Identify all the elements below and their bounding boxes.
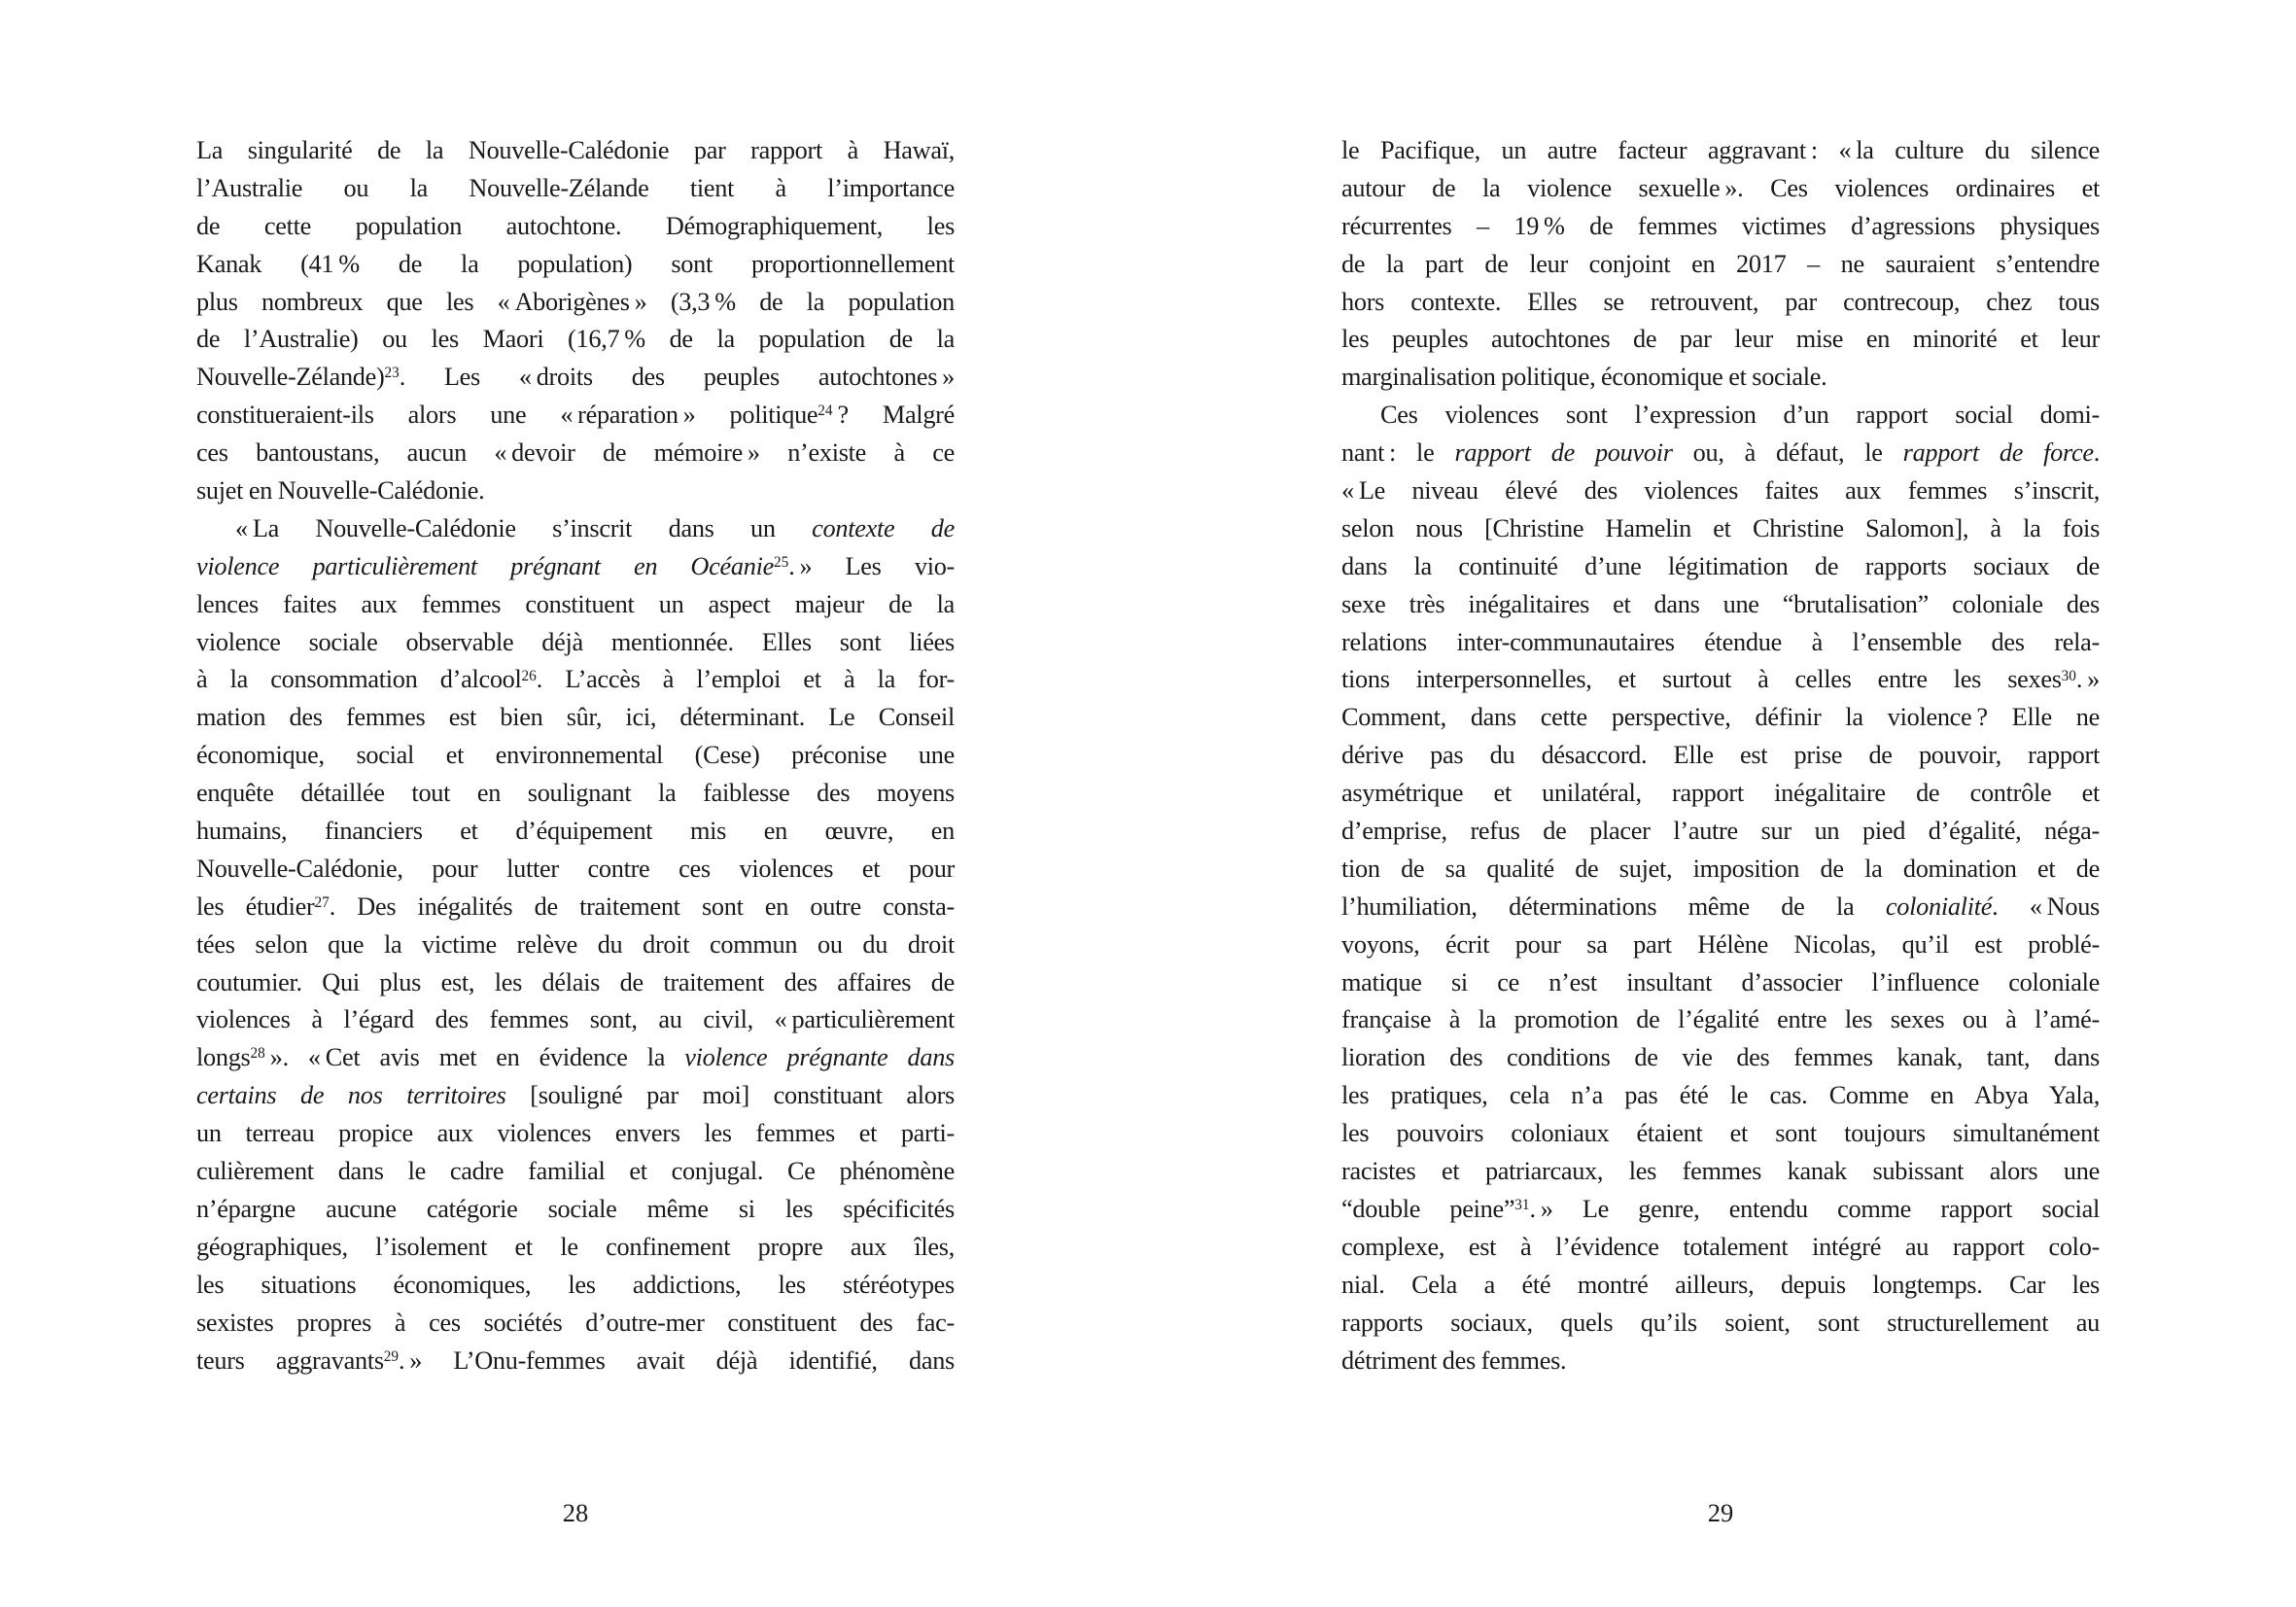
text-line: “double peine”$^{31}$. » Le genre, entendu comme rapport social bbox=[1341, 1194, 2100, 1223]
text-line: tées selon que la victime relève du droit commun ou du droit bbox=[196, 929, 955, 959]
text-line: racistes et patriarcaux, les femmes kanak subissant alors une bbox=[1341, 1157, 2100, 1186]
text-line: complexe, est à l’évidence totalement intégré au rapport colo- bbox=[1341, 1232, 2100, 1261]
text-line: de la part de leur conjoint en 2017 – ne sauraient s’entendre bbox=[1341, 249, 2100, 278]
text-line: matique si ce n’est insultant d’associer l’influence coloniale bbox=[1341, 967, 2100, 996]
text-line: La singularité de la Nouvelle-Calédonie par rapport à Hawaï, bbox=[196, 136, 955, 164]
footnote-reference: 29 bbox=[383, 1347, 400, 1365]
text-line: détriment des femmes. bbox=[1341, 1345, 1567, 1375]
text-line: violence particulièrement prégnant en Océanie$^{25}$. » Les vio- bbox=[196, 551, 955, 580]
emphasized-text: colonialité bbox=[1885, 891, 1993, 921]
text-line: constitueraient-ils alors une « réparation » politique$^{24}$ ? Malgré bbox=[196, 401, 955, 430]
footnote-reference: 26 bbox=[521, 667, 537, 684]
text-line: de l’Australie) ou les Maori (16,7 % de la population de la bbox=[196, 325, 955, 354]
text-line: récurrentes – 19 % de femmes victimes d’agressions physiques bbox=[1341, 211, 2100, 240]
footnote-reference: 25 bbox=[773, 553, 789, 571]
text-line: économique, social et environnemental (Cese) préconise une bbox=[196, 741, 955, 770]
text-line: enquête détaillée tout en soulignant la faiblesse des moyens bbox=[196, 779, 955, 808]
text-line: un terreau propice aux violences envers les femmes et parti- bbox=[196, 1119, 955, 1148]
emphasized-text: contexte de bbox=[812, 513, 955, 542]
emphasized-text: rapport de pouvoir bbox=[1454, 438, 1673, 468]
footnote-reference: 30 bbox=[2061, 667, 2076, 684]
text-line: dans la continuité d’une légitimation de rapports sociaux de bbox=[1341, 551, 2100, 580]
text-line: n’épargne aucune catégorie sociale même si les spécificités bbox=[196, 1194, 955, 1223]
text-line: voyons, écrit pour sa part Hélène Nicolas, qu’il est problé- bbox=[1341, 929, 2100, 959]
text-line: sexistes propres à ces sociétés d’outre-mer constituent des fac- bbox=[196, 1308, 955, 1337]
footnote-reference: 31 bbox=[1514, 1197, 1530, 1214]
text-line: géographiques, l’isolement et le confinement propre aux îles, bbox=[196, 1232, 955, 1261]
text-line: lences faites aux femmes constituent un aspect majeur de la bbox=[196, 589, 955, 618]
text-line: les étudier$^{27}$. Des inégalités de traitement sont en outre consta- bbox=[196, 891, 955, 921]
text-line: rapports sociaux, quels qu’ils soient, sont structurellement au bbox=[1341, 1308, 2100, 1337]
text-line: les pouvoirs coloniaux étaient et sont toujours simultanément bbox=[1341, 1119, 2100, 1148]
emphasized-text: violence prégnante dans bbox=[684, 1043, 955, 1072]
text-line: culièrement dans le cadre familial et conjugal. Ce phénomène bbox=[196, 1157, 955, 1186]
text-line: mation des femmes est bien sûr, ici, déterminant. Le Conseil bbox=[196, 703, 955, 732]
text-line: le Pacifique, un autre facteur aggravant : « la culture du silence bbox=[1341, 136, 2100, 164]
text-line: Nouvelle-Calédonie, pour lutter contre ces violences et pour bbox=[196, 854, 955, 883]
text-line: sujet en Nouvelle-Calédonie. bbox=[196, 476, 485, 506]
text-line: l’humiliation, déterminations même de la colonialité. « Nous bbox=[1341, 891, 2100, 921]
page-right bbox=[1148, 0, 2296, 1607]
text-line: certains de nos territoires [souligné par moi] constituant alors bbox=[196, 1081, 955, 1110]
text-line: Nouvelle-Zélande)$^{23}$. Les « droits des peuples autochtones » bbox=[196, 363, 955, 392]
text-line: violences à l’égard des femmes sont, au civil, « particulièrement bbox=[196, 1005, 955, 1034]
text-line: les peuples autochtones de par leur mise en minorité et leur bbox=[1341, 325, 2100, 354]
emphasized-text: violence particulièrement prégnant en Océanie bbox=[196, 551, 774, 580]
text-line: asymétrique et unilatéral, rapport inégalitaire de contrôle et bbox=[1341, 779, 2100, 808]
text-line: « Le niveau élevé des violences faites aux femmes s’inscrit, bbox=[1341, 476, 2100, 506]
text-line: Ces violences sont l’expression d’un rapport social domi- bbox=[1380, 401, 2100, 430]
text-line: française à la promotion de l’égalité entre les sexes ou à l’amé- bbox=[1341, 1005, 2100, 1034]
text-line: les pratiques, cela n’a pas été le cas. Comme en Abya Yala, bbox=[1341, 1081, 2100, 1110]
page-right-number: 29 bbox=[1707, 1498, 1734, 1527]
text-line: lioration des conditions de vie des femmes kanak, tant, dans bbox=[1341, 1043, 2100, 1072]
page-left-text-column bbox=[196, 132, 955, 1380]
page-right-text-column bbox=[1341, 132, 2100, 1380]
text-line: « La Nouvelle-Calédonie s’inscrit dans un contexte de bbox=[235, 513, 955, 542]
text-line: plus nombreux que les « Aborigènes » (3,3 % de la population bbox=[196, 287, 955, 316]
text-line: teurs aggravants$^{29}$. » L’Onu-femmes avait déjà identifié, dans bbox=[196, 1345, 955, 1375]
text-line: nial. Cela a été montré ailleurs, depuis longtemps. Car les bbox=[1341, 1270, 2100, 1299]
footnote-reference: 28 bbox=[250, 1045, 265, 1063]
text-line: coutumier. Qui plus est, les délais de traitement des affaires de bbox=[196, 967, 955, 996]
text-line: ces bantoustans, aucun « devoir de mémoire » n’existe à ce bbox=[196, 438, 955, 468]
text-line: violence sociale observable déjà mentionnée. Elles sont liées bbox=[196, 627, 955, 656]
text-line: tions interpersonnelles, et surtout à celles entre les sexes$^{30}$. » bbox=[1341, 665, 2100, 694]
text-line: selon nous [Christine Hamelin et Christine Salomon], à la fois bbox=[1341, 513, 2100, 542]
text-line: marginalisation politique, économique et sociale. bbox=[1341, 363, 1827, 392]
text-line: dérive pas du désaccord. Elle est prise de pouvoir, rapport bbox=[1341, 741, 2100, 770]
footnote-reference: 27 bbox=[314, 893, 330, 911]
text-line: à la consommation d’alcool$^{26}$. L’accès à l’emploi et à la for- bbox=[196, 665, 955, 694]
text-line: nant : le rapport de pouvoir ou, à défaut, le rapport de force. bbox=[1341, 438, 2100, 468]
footnote-reference: 24 bbox=[818, 402, 833, 420]
footnote-reference: 23 bbox=[384, 365, 400, 382]
text-line: sexe très inégalitaires et dans une “brutalisation” coloniale des bbox=[1341, 589, 2100, 618]
text-line: de cette population autochtone. Démographiquement, les bbox=[196, 211, 955, 240]
page-left-number: 28 bbox=[562, 1498, 589, 1527]
text-line: Comment, dans cette perspective, définir la violence ? Elle ne bbox=[1341, 703, 2100, 732]
text-line: humains, financiers et d’équipement mis en œuvre, en bbox=[196, 817, 955, 846]
text-line: hors contexte. Elles se retrouvent, par contrecoup, chez tous bbox=[1341, 287, 2100, 316]
text-line: tion de sa qualité de sujet, imposition de la domination et de bbox=[1341, 854, 2100, 883]
text-line: longs$^{28}$ ». « Cet avis met en évidence la violence prégnante dans bbox=[196, 1043, 955, 1072]
emphasized-text: rapport de force bbox=[1902, 438, 2094, 468]
text-line: relations inter-communautaires étendue à l’ensemble des rela- bbox=[1341, 627, 2100, 656]
text-line: les situations économiques, les addictions, les stéréotypes bbox=[196, 1270, 955, 1299]
text-line: Kanak (41 % de la population) sont proportionnellement bbox=[196, 249, 955, 278]
text-line: autour de la violence sexuelle ». Ces violences ordinaires et bbox=[1341, 173, 2100, 202]
emphasized-text: certains de nos territoires bbox=[196, 1081, 506, 1110]
text-line: l’Australie ou la Nouvelle-Zélande tient à l’importance bbox=[196, 173, 955, 202]
text-line: d’emprise, refus de placer l’autre sur un pied d’égalité, néga- bbox=[1341, 817, 2100, 846]
